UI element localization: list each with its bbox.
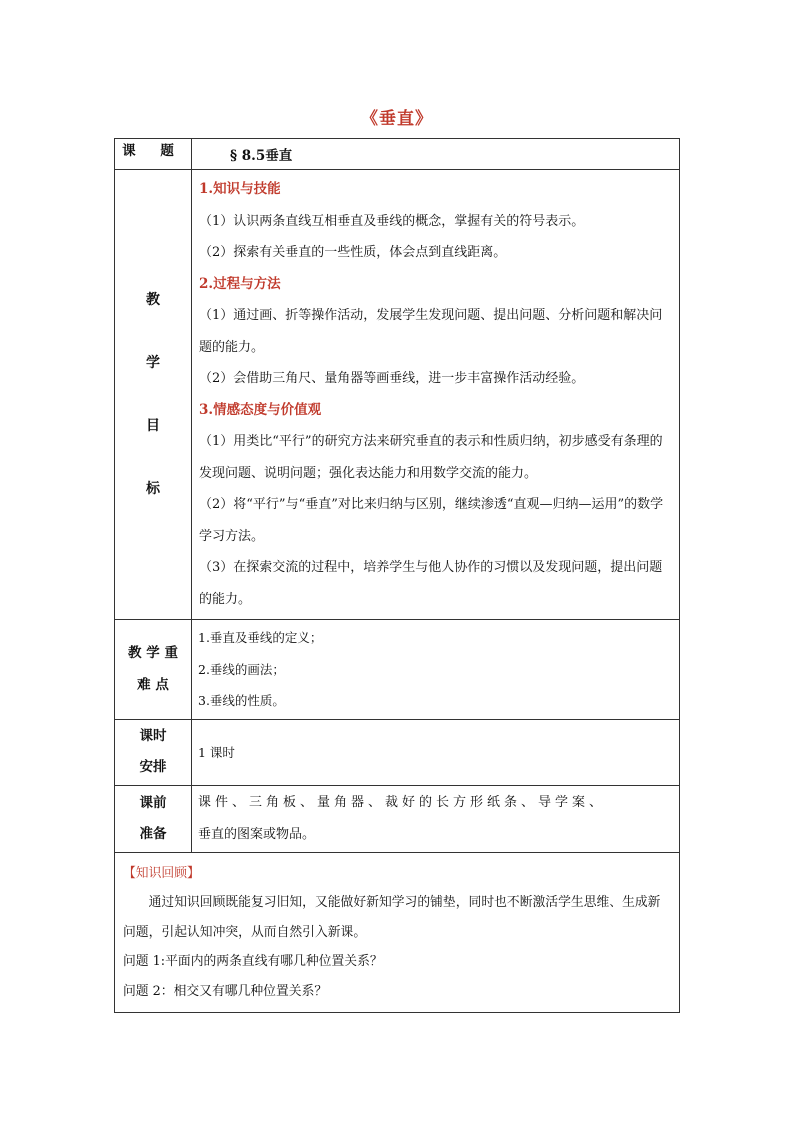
objective-item: （2）将“平行”与“垂直”对比来归纳与区别，继续渗透“直观—归纳—运用”的数学学习方法。 bbox=[199, 497, 664, 544]
lesson-plan-table bbox=[114, 138, 680, 1013]
key-difficult-label-line: 教 学 重 bbox=[128, 645, 178, 662]
review-heading: 【知识回顾】 bbox=[123, 865, 200, 881]
preparation-line: 课件、三角板、量角器、裁好的长方形纸条、导学案、 bbox=[198, 794, 607, 810]
review-content bbox=[115, 852, 680, 1013]
preparation-label-line: 课前 bbox=[139, 794, 167, 811]
objective-item: （2）会借助三角尺、量角器等画垂线，进一步丰富操作活动经验。 bbox=[199, 371, 585, 386]
topic-row bbox=[115, 139, 680, 170]
preparation-label-line: 准备 bbox=[139, 825, 167, 842]
objective-item: （3）在探索交流的过程中，培养学生与他人协作的习惯以及发现问题，提出问题的能力。 bbox=[199, 560, 663, 607]
schedule-label bbox=[115, 719, 192, 785]
review-question: 问题 1:平面内的两条直线有哪几种位置关系？ bbox=[123, 954, 383, 969]
section-heading: 1.知识与技能 bbox=[199, 181, 281, 197]
review-row bbox=[115, 852, 680, 1013]
preparation-content bbox=[192, 785, 680, 852]
topic-label: 课 题 bbox=[115, 139, 192, 170]
objective-item: （1）认识两条直线互相垂直及垂线的概念，掌握有关的符号表示。 bbox=[199, 213, 585, 229]
key-difficult-label bbox=[115, 620, 192, 720]
objectives-label-char: 标 bbox=[146, 480, 160, 497]
objectives-label-char: 目 bbox=[146, 417, 160, 434]
review-paragraph: 通过知识回顾既能复习旧知，又能做好新知学习的铺垫，同时也不断激活学生思维、生成新问题，引起认知冲突，从而自然引入新课。 bbox=[123, 895, 661, 940]
objectives-label-char: 教 bbox=[146, 291, 160, 308]
document-title: 《垂直》 bbox=[361, 109, 433, 129]
topic-value: § 8.5垂直 bbox=[192, 139, 680, 170]
review-question: 问题 2：相交又有哪几种位置关系？ bbox=[123, 983, 328, 999]
schedule-value: 1 课时 bbox=[192, 719, 680, 785]
objective-item: （1）用类比“平行”的研究方法来研究垂直的表示和性质归纳，初步感受有条理的发现问题、说明问题；强化表达能力和用数学交流的能力。 bbox=[199, 434, 663, 481]
objective-item: （1）通过画、折等操作活动，发展学生发现问题、提出问题、分析问题和解决问题的能力。 bbox=[199, 308, 663, 355]
schedule-row bbox=[115, 719, 680, 785]
objective-item: （2）探索有关垂直的一些性质，体会点到直线距离。 bbox=[199, 245, 507, 260]
preparation-line: 垂直的图案或物品。 bbox=[198, 826, 316, 842]
objectives-content bbox=[192, 170, 680, 620]
key-point-item: 2.垂线的画法； bbox=[198, 661, 285, 677]
key-point-item: 3.垂线的性质。 bbox=[198, 693, 285, 708]
schedule-label-line: 课时 bbox=[139, 728, 167, 744]
section-heading: 2.过程与方法 bbox=[199, 275, 281, 292]
key-difficult-row bbox=[115, 620, 680, 720]
key-difficult-label-line: 难 点 bbox=[137, 677, 169, 694]
key-point-item: 1.垂直及垂线的定义； bbox=[198, 630, 323, 645]
key-difficult-content bbox=[192, 620, 680, 720]
schedule-label-line: 安排 bbox=[139, 759, 167, 775]
preparation-label bbox=[115, 785, 192, 852]
preparation-row bbox=[115, 785, 680, 852]
objectives-label bbox=[115, 170, 192, 620]
section-heading: 3.情感态度与价值观 bbox=[199, 401, 322, 418]
objectives-row bbox=[115, 170, 680, 620]
objectives-label-char: 学 bbox=[146, 354, 160, 371]
